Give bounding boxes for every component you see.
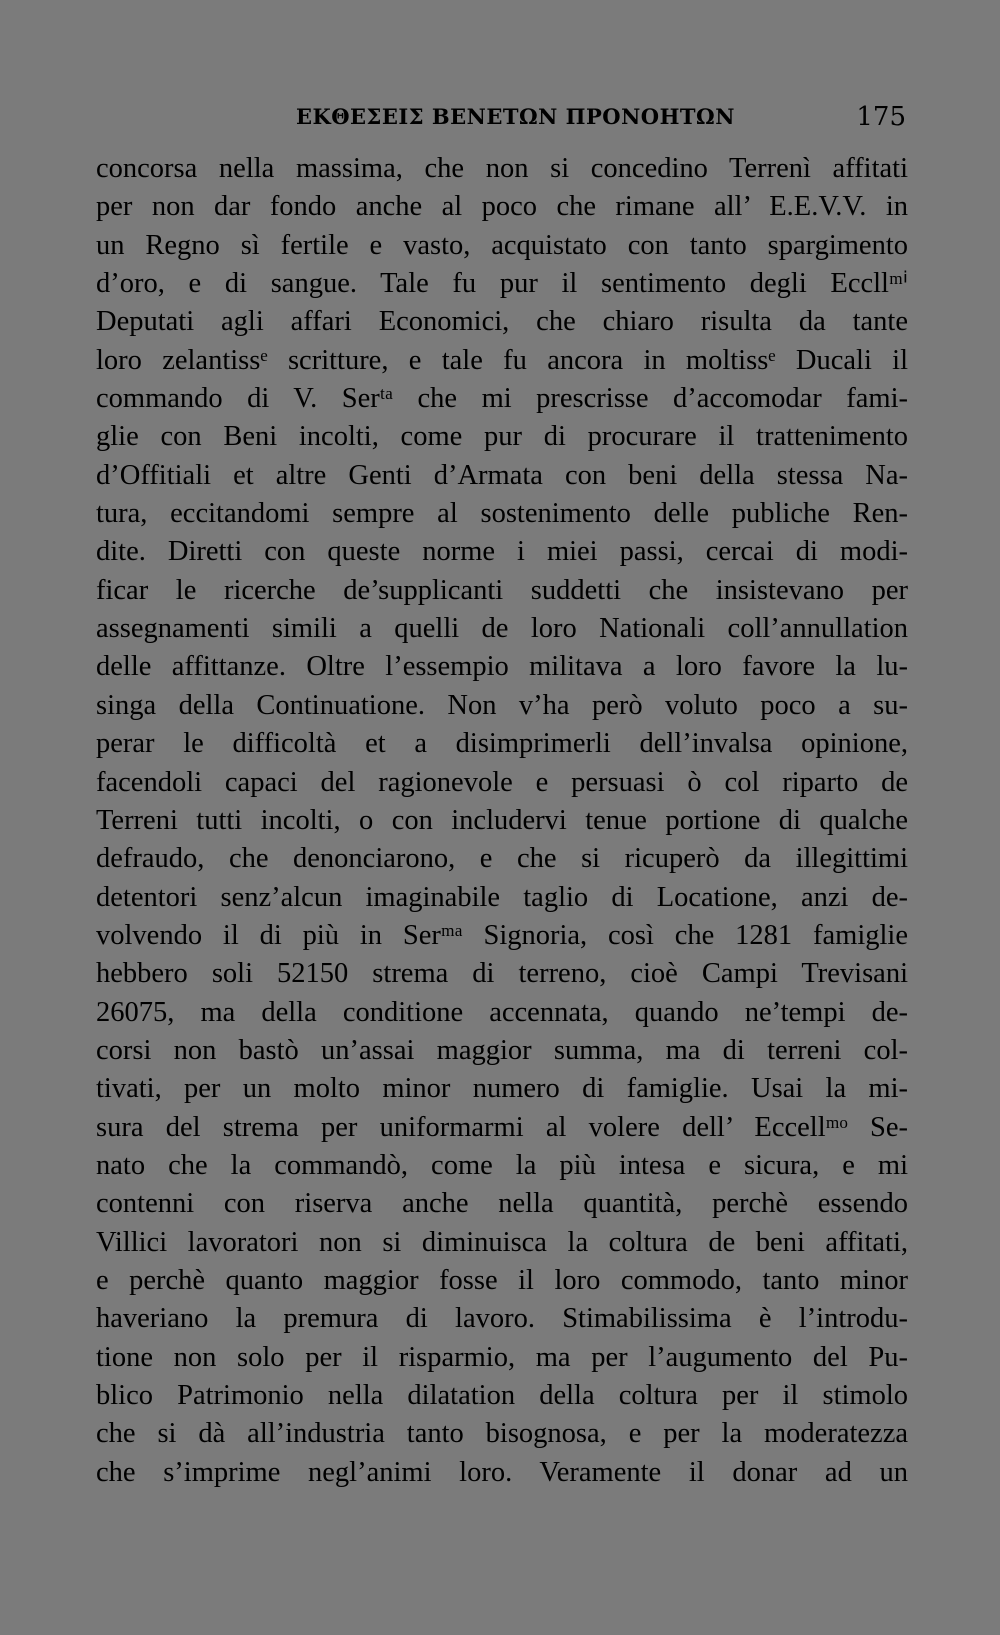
body-text bbox=[96, 150, 908, 1492]
text-line: loro zelantissᵉ scritture, e tale fu ancora in moltissᵉ Ducali il bbox=[96, 344, 908, 376]
text-line: d’oro, e di sangue. Tale fu pur il sentimento degli Eccllᵐⁱ bbox=[96, 268, 908, 300]
page-number: 175 bbox=[856, 102, 906, 132]
text-line: tione non solo per il risparmio, ma per l’augumento del Pu- bbox=[96, 1341, 908, 1373]
text-line: defraudo, che denonciarono, e che si ricuperò da illegittimi bbox=[96, 843, 908, 875]
text-line: detentori senz’alcun imaginabile taglio di Locatione, anzi de- bbox=[96, 881, 908, 913]
text-line: concorsa nella massima, che non si concedino Terrenì affitati bbox=[96, 153, 908, 184]
text-line: delle affittanze. Oltre l’essempio militava a loro favore la lu- bbox=[96, 651, 908, 683]
running-head bbox=[96, 96, 906, 136]
text-line: ficar le ricerche de’supplicanti suddetti che insistevano per bbox=[96, 574, 908, 606]
text-line: assegnamenti simili a quelli de loro Nationali coll’annullation bbox=[96, 613, 908, 645]
text-line: nato che la commandò, come la più intesa e sicura, e mi bbox=[96, 1149, 908, 1181]
text-line: Terreni tutti incolti, o con includervi tenue portione di qualche bbox=[96, 804, 908, 836]
text-line: volvendo il di più in Serᵐᵃ Signoria, così che 1281 famiglie bbox=[96, 919, 908, 951]
text-line: facendoli capaci del ragionevole e persuasi ò col riparto de bbox=[96, 766, 908, 798]
text-line: d’Offitiali et altre Genti d’Armata con beni della stessa Na- bbox=[96, 459, 908, 491]
text-line: blico Patrimonio nella dilatation della coltura per il stimolo bbox=[96, 1380, 908, 1411]
text-line: sura del strema per uniformarmi al volere dell’ Eccellᵐᵒ Se- bbox=[96, 1111, 908, 1143]
text-line: dite. Diretti con queste norme i miei passi, cercai di modi- bbox=[96, 536, 908, 568]
text-line: e perchè quanto maggior fosse il loro commodo, tanto minor bbox=[96, 1264, 908, 1296]
text-line: commando di V. Serᵗᵃ che mi prescrisse d’accomodar fami- bbox=[96, 383, 908, 415]
text-line: contenni con riserva anche nella quantità, perchè essendo bbox=[96, 1188, 908, 1220]
text-line: per non dar fondo anche al poco che rimane all’ E.E.V.V. in bbox=[96, 191, 908, 223]
text-line: hebbero soli 52150 strema di terreno, cioè Campi Trevisani bbox=[96, 958, 908, 990]
running-title: ΕΚΘΕΣΕΙΣ ΒΕΝΕΤΩΝ ΠΡΟΝΟΗΤΩΝ bbox=[296, 104, 735, 129]
text-line: haveriano la premura di lavoro. Stimabilissima è l’introdu- bbox=[96, 1303, 908, 1335]
text-line: che si dà all’industria tanto bisognosa, e per la moderatezza bbox=[96, 1418, 908, 1450]
text-line: corsi non bastò un’assai maggior summa, ma di terreni col- bbox=[96, 1034, 908, 1066]
text-line: Villici lavoratori non si diminuisca la coltura de beni affitati, bbox=[96, 1226, 908, 1258]
text-line: che s’imprime negl’animi loro. Veramente il donar ad un bbox=[96, 1456, 908, 1488]
text-line: un Regno sì fertile e vasto, acquistato con tanto spargimento bbox=[96, 229, 908, 261]
text-line: glie con Beni incolti, come pur di procurare il trattenimento bbox=[96, 421, 908, 453]
text-line: singa della Continuatione. Non v’ha però voluto poco a su- bbox=[96, 689, 908, 721]
text-line: tura, eccitandomi sempre al sostenimento delle publiche Ren- bbox=[96, 498, 908, 530]
text-line: 26075, ma della conditione accennata, quando ne’tempi de- bbox=[96, 996, 908, 1028]
text-line: perar le difficoltà et a disimprimerli dell’invalsa opinione, bbox=[96, 728, 908, 760]
text-line: tivati, per un molto minor numero di famiglie. Usai la mi- bbox=[96, 1073, 908, 1105]
text-line: Deputati agli affari Economici, che chiaro risulta da tante bbox=[96, 306, 908, 338]
